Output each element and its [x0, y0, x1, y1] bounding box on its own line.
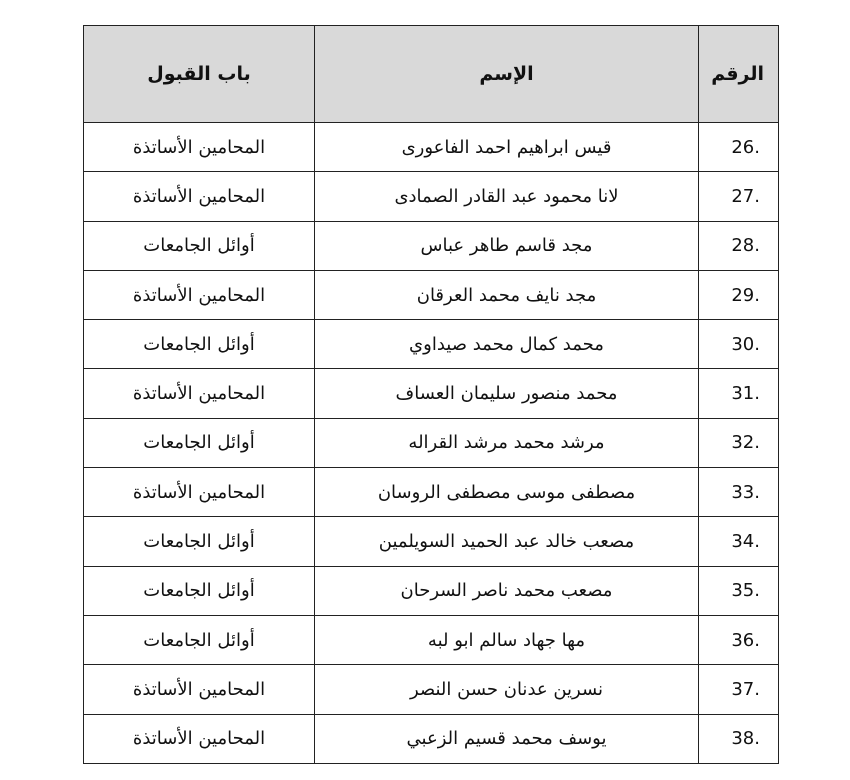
row-number: 31.: [699, 369, 779, 418]
row-admission: أوائل الجامعات: [84, 320, 315, 369]
row-number: 37.: [699, 665, 779, 714]
row-number: 30.: [699, 320, 779, 369]
row-number: 33.: [699, 468, 779, 517]
row-number: 27.: [699, 172, 779, 221]
row-admission: أوائل الجامعات: [84, 517, 315, 566]
row-admission: أوائل الجامعات: [84, 566, 315, 615]
row-number: 38.: [699, 714, 779, 763]
table-row: [84, 566, 779, 615]
header-number: الرقم: [699, 26, 779, 123]
table-row: [84, 468, 779, 517]
row-name: مجد قاسم طاهر عباس: [315, 221, 699, 270]
table-row: [84, 320, 779, 369]
table-row: [84, 123, 779, 172]
row-name: مها جهاد سالم ابو لبه: [315, 615, 699, 664]
row-number: 29.: [699, 270, 779, 319]
row-name: يوسف محمد قسيم الزعبي: [315, 714, 699, 763]
row-number: 36.: [699, 615, 779, 664]
table-row: [84, 221, 779, 270]
row-admission: المحامين الأساتذة: [84, 665, 315, 714]
table-row: [84, 714, 779, 763]
header-row: [84, 26, 779, 123]
row-admission: المحامين الأساتذة: [84, 369, 315, 418]
table-row: [84, 665, 779, 714]
row-number: 26.: [699, 123, 779, 172]
row-name: قيس ابراهيم احمد الفاعورى: [315, 123, 699, 172]
row-admission: المحامين الأساتذة: [84, 123, 315, 172]
row-admission: المحامين الأساتذة: [84, 270, 315, 319]
row-name: مجد نايف محمد العرقان: [315, 270, 699, 319]
row-number: 32.: [699, 418, 779, 467]
row-admission: أوائل الجامعات: [84, 221, 315, 270]
row-name: نسرين عدنان حسن النصر: [315, 665, 699, 714]
table-row: [84, 369, 779, 418]
row-number: 34.: [699, 517, 779, 566]
header-name: الإسم: [315, 26, 699, 123]
row-name: محمد منصور سليمان العساف: [315, 369, 699, 418]
row-name: مرشد محمد مرشد القراله: [315, 418, 699, 467]
row-name: مصعب خالد عبد الحميد السويلمين: [315, 517, 699, 566]
row-admission: المحامين الأساتذة: [84, 172, 315, 221]
table-row: [84, 172, 779, 221]
row-number: 35.: [699, 566, 779, 615]
header-admission: باب القبول: [84, 26, 315, 123]
row-name: مصطفى موسى مصطفى الروسان: [315, 468, 699, 517]
row-name: لانا محمود عبد القادر الصمادى: [315, 172, 699, 221]
row-name: محمد كمال محمد صيداوي: [315, 320, 699, 369]
row-number: 28.: [699, 221, 779, 270]
row-admission: أوائل الجامعات: [84, 418, 315, 467]
admissions-table: [83, 25, 779, 764]
row-admission: المحامين الأساتذة: [84, 714, 315, 763]
row-admission: أوائل الجامعات: [84, 615, 315, 664]
table-row: [84, 270, 779, 319]
row-admission: المحامين الأساتذة: [84, 468, 315, 517]
row-name: مصعب محمد ناصر السرحان: [315, 566, 699, 615]
table-row: [84, 517, 779, 566]
table-row: [84, 615, 779, 664]
table-row: [84, 418, 779, 467]
